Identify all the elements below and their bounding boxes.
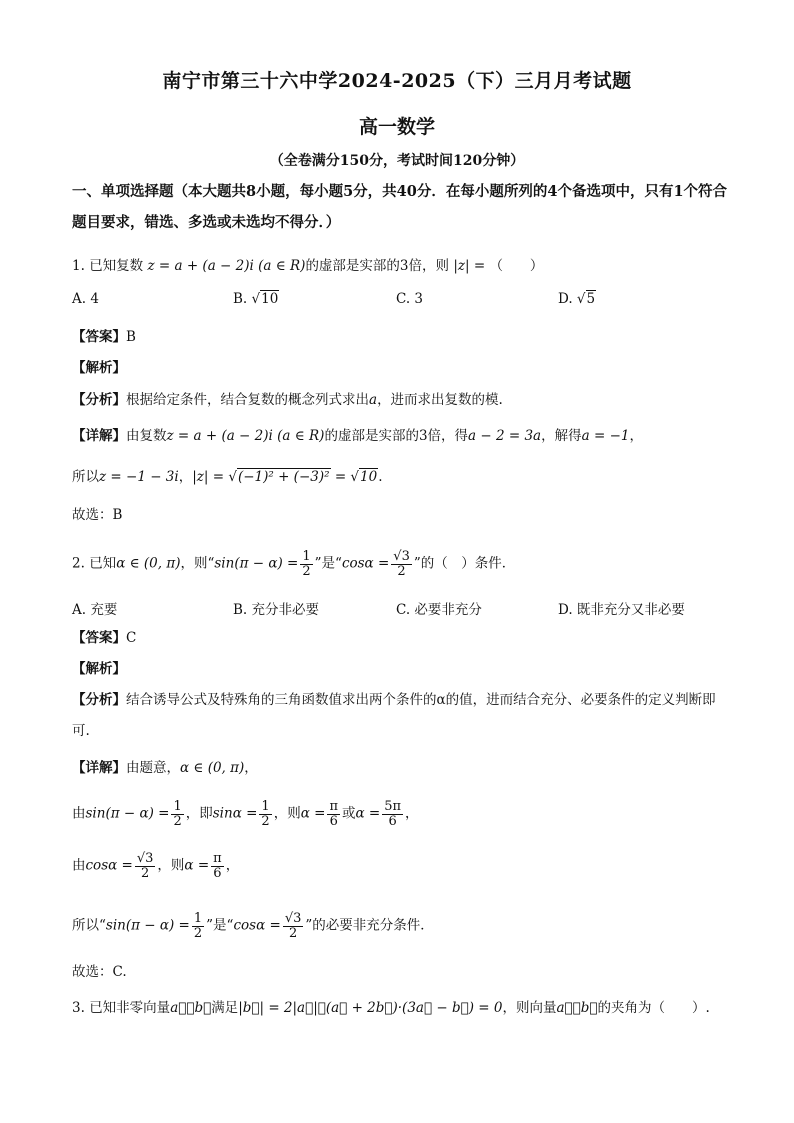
section-heading: 一、单项选择题（本大题共8小题，每小题5分，共40分．在每小题所列的4个备选项中，只有1个符合题目要求，错选、多选或未选均不得分．）: [72, 183, 728, 231]
q1-option-a: A. 4: [72, 291, 99, 307]
q1-xiangjie: 【详解】由复数z = a + (a − 2)i (a ∈ R)的虚部是实部的3倍，得a − 2 = 3a，解得a = −1，: [72, 428, 643, 444]
q2-conclusion: 所以“sin(π − α) = $\frac{1}{2}$ ”是“cosα = $\frac{√3}{2}$ ”的必要非充分条件．: [72, 911, 434, 941]
q2-step2: 由cosα = $\frac{√3}{2}$ ，则α = $\frac{\pi}{6}$ ，: [72, 851, 240, 881]
page-title: 南宁市第三十六中学2024-2025（下）三月月考试题: [162, 70, 632, 92]
q1-formula: z = a + (a − 2)i (a ∈ R): [147, 258, 306, 274]
q1-fenxi: 【分析】根据给定条件，结合复数的概念列式求出a，进而求出复数的模.: [72, 392, 503, 408]
q3-stem: 3. 已知非零向量a⃗，b⃗满足|b⃗| = 2|a⃗|，(a⃗ + 2b⃗)·(3a⃗ − b⃗) = 0，则向量a⃗，b⃗的夹角为（ ）.: [72, 1000, 710, 1016]
q1-option-c: C. 3: [396, 291, 424, 307]
exam-note: （全卷满分150分，考试时间120分钟）: [269, 153, 525, 169]
q1-stem: 1. 已知复数 z = a + (a − 2)i (a ∈ R)的虚部是实部的3倍，则 |z| = （ ）: [72, 258, 544, 274]
q2-xiangjie: 【详解】由题意，α ∈ (0, π)，: [72, 760, 258, 776]
q1-suoyi: 所以z = −1 − 3i，|z| = √(−1)² + (−3)² = √10.: [72, 469, 383, 485]
subject-title: 高一数学: [358, 116, 435, 138]
q1-option-d: D. √5: [558, 291, 596, 307]
q2-stem: 2. 已知α ∈ (0, π)，则“sin(π − α) = $\frac{1}{2}$ ”是“cosα = $\frac{√3}{2}$ ”的（ ）条件．: [72, 549, 516, 579]
q1-answer: 【答案】B: [72, 329, 136, 345]
q2-option-d: D. 既非充分又非必要: [558, 602, 685, 618]
q2-analysis-label: 【解析】: [72, 661, 126, 677]
q2-step1: 由sin(π − α) = $\frac{1}{2}$ ，即sinα = $\frac{1}{2}$ ，则α = $\frac{\pi}{6}$ 或α = $\frac{5\pi}{6}$ ，: [72, 799, 419, 829]
q1-option-b: B. √10: [233, 291, 279, 307]
q1-analysis-label: 【解析】: [72, 360, 126, 376]
q2-guxuan: 故选：C.: [72, 964, 127, 980]
q2-answer: 【答案】C: [72, 630, 137, 646]
q2-option-a: A. 充要: [72, 602, 118, 618]
q1-guxuan: 故选：B: [72, 507, 123, 523]
q2-option-c: C. 必要非充分: [396, 602, 482, 618]
q2-fenxi: 【分析】结合诱导公式及特殊角的三角函数值求出两个条件的α的值，进而结合充分、必要条件的定义判断即可.: [72, 692, 716, 739]
q2-option-b: B. 充分非必要: [233, 602, 320, 618]
